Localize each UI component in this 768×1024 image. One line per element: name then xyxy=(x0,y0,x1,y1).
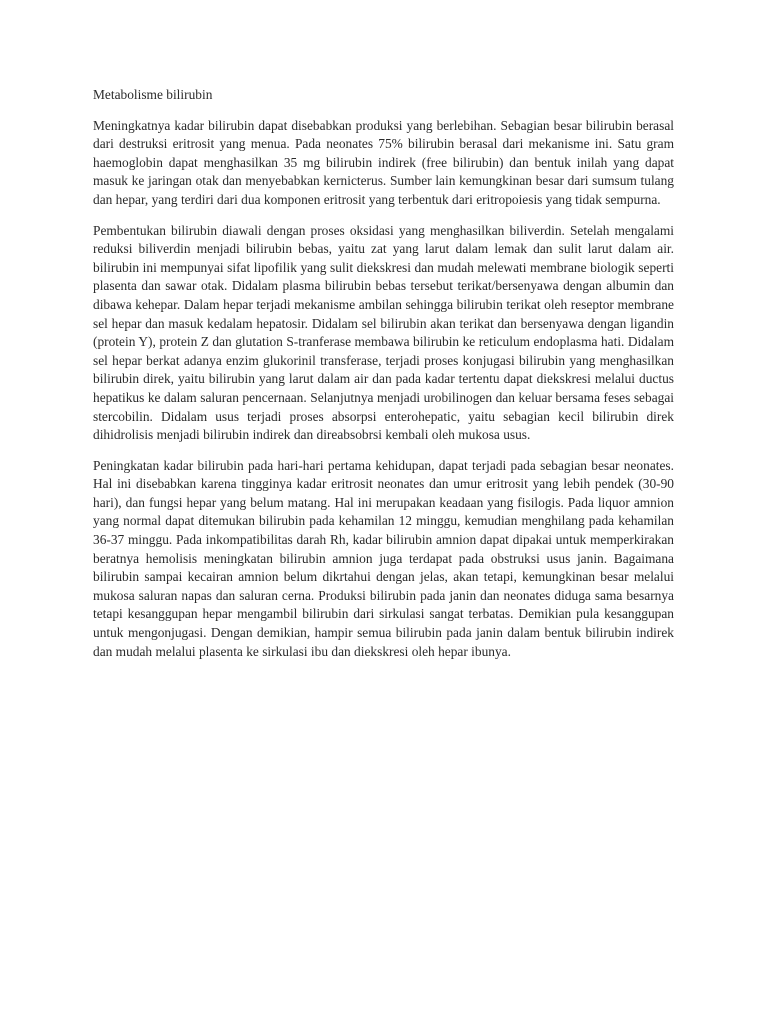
paragraph-2: Pembentukan bilirubin diawali dengan proses oksidasi yang menghasilkan biliverdin. Setelah mengalami reduksi biliverdin menjadi bilirubin bebas, yaitu zat yang larut dalam lemak dan sulit larut dalam air. bilirubin ini mempunyai sifat lipofilik yang sulit diekskresi dan mudah melewati membrane biologik seperti plasenta dan sawar otak. Didalam plasma bilirubin bebas tersebut terikat/bersenyawa dengan albumin dan dibawa kehepar. Dalam hepar terjadi mekanisme ambilan sehingga bilirubin terikat oleh reseptor membrane sel hepar dan masuk kedalam hepatosir. Didalam sel bilirubin akan terikat dan bersenyawa dengan ligandin (protein Y), protein Z dan glutation S-tranferase membawa bilirubin ke reticulum endoplasma hati. Didalam sel hepar berkat adanya enzim glukorinil transferase, terjadi proses konjugasi bilirubin yang menghasilkan bilirubin direk, yaitu bilirubin yang larut dalam air dan pada kadar tertentu dapat diekskresi melalui ductus hepatikus ke dalam saluran pencernaan. Selanjutnya menjadi urobilinogen dan keluar bersama feses sebagai stercobilin. Didalam usus terjadi proses absorpsi enterohepatic, yaitu sebagian kecil bilirubin direk dihidrolisis menjadi bilirubin indirek dan direabsobrsi kembali oleh mukosa usus. xyxy=(93,222,674,443)
document-body xyxy=(93,86,674,673)
paragraph-3: Peningkatan kadar bilirubin pada hari-hari pertama kehidupan, dapat terjadi pada sebagian besar neonates. Hal ini disebabkan karena tingginya kadar eritrosit neonates dan umur eritrosit yang lebih pendek (30-90 hari), dan fungsi hepar yang belum matang. Hal ini merupakan keadaan yang fisilogis. Pada liquor amnion yang normal dapat ditemukan bilirubin pada kehamilan 12 minggu, kemudian menghilang pada kehamilan 36-37 minggu. Pada inkompatibilitas darah Rh, kadar bilirubin amnion dapat dipakai untuk memperkirakan beratnya hemolisis meningkatan bilirubin amnion juga terdapat pada obstruksi usus janin. Bagaimana bilirubin sampai kecairan amnion belum dikrtahui dengan jelas, akan tetapi, kemungkinan besar melalui mukosa saluran napas dan saluran cerna. Produksi bilirubin pada janin dan neonates diduga sama besarnya tetapi kesanggupan hepar mengambil bilirubin dari sirkulasi sangat terbatas. Demikian pula kesanggupan untuk mengonjugasi. Dengan demikian, hampir semua bilirubin pada janin dalam bentuk bilirubin indirek dan mudah melalui plasenta ke sirkulasi ibu dan diekskresi oleh hepar ibunya. xyxy=(93,457,674,659)
paragraph-1: Meningkatnya kadar bilirubin dapat disebabkan produksi yang berlebihan. Sebagian besar bilirubin berasal dari destruksi eritrosit yang menua. Pada neonates 75% bilirubin berasal dari mekanisme ini. Satu gram haemoglobin dapat menghasilkan 35 mg bilirubin indirek (free bilirubin) dan bentuk inilah yang dapat masuk ke jaringan otak dan menyebabkan kernicterus. Sumber lain kemungkinan besar dari sumsum tulang dan hepar, yang terdiri dari dua komponen eritrosit yang terbentuk dari eritropoiesis yang tidak sempurna. xyxy=(93,117,674,207)
document-title: Metabolisme bilirubin xyxy=(93,87,213,102)
